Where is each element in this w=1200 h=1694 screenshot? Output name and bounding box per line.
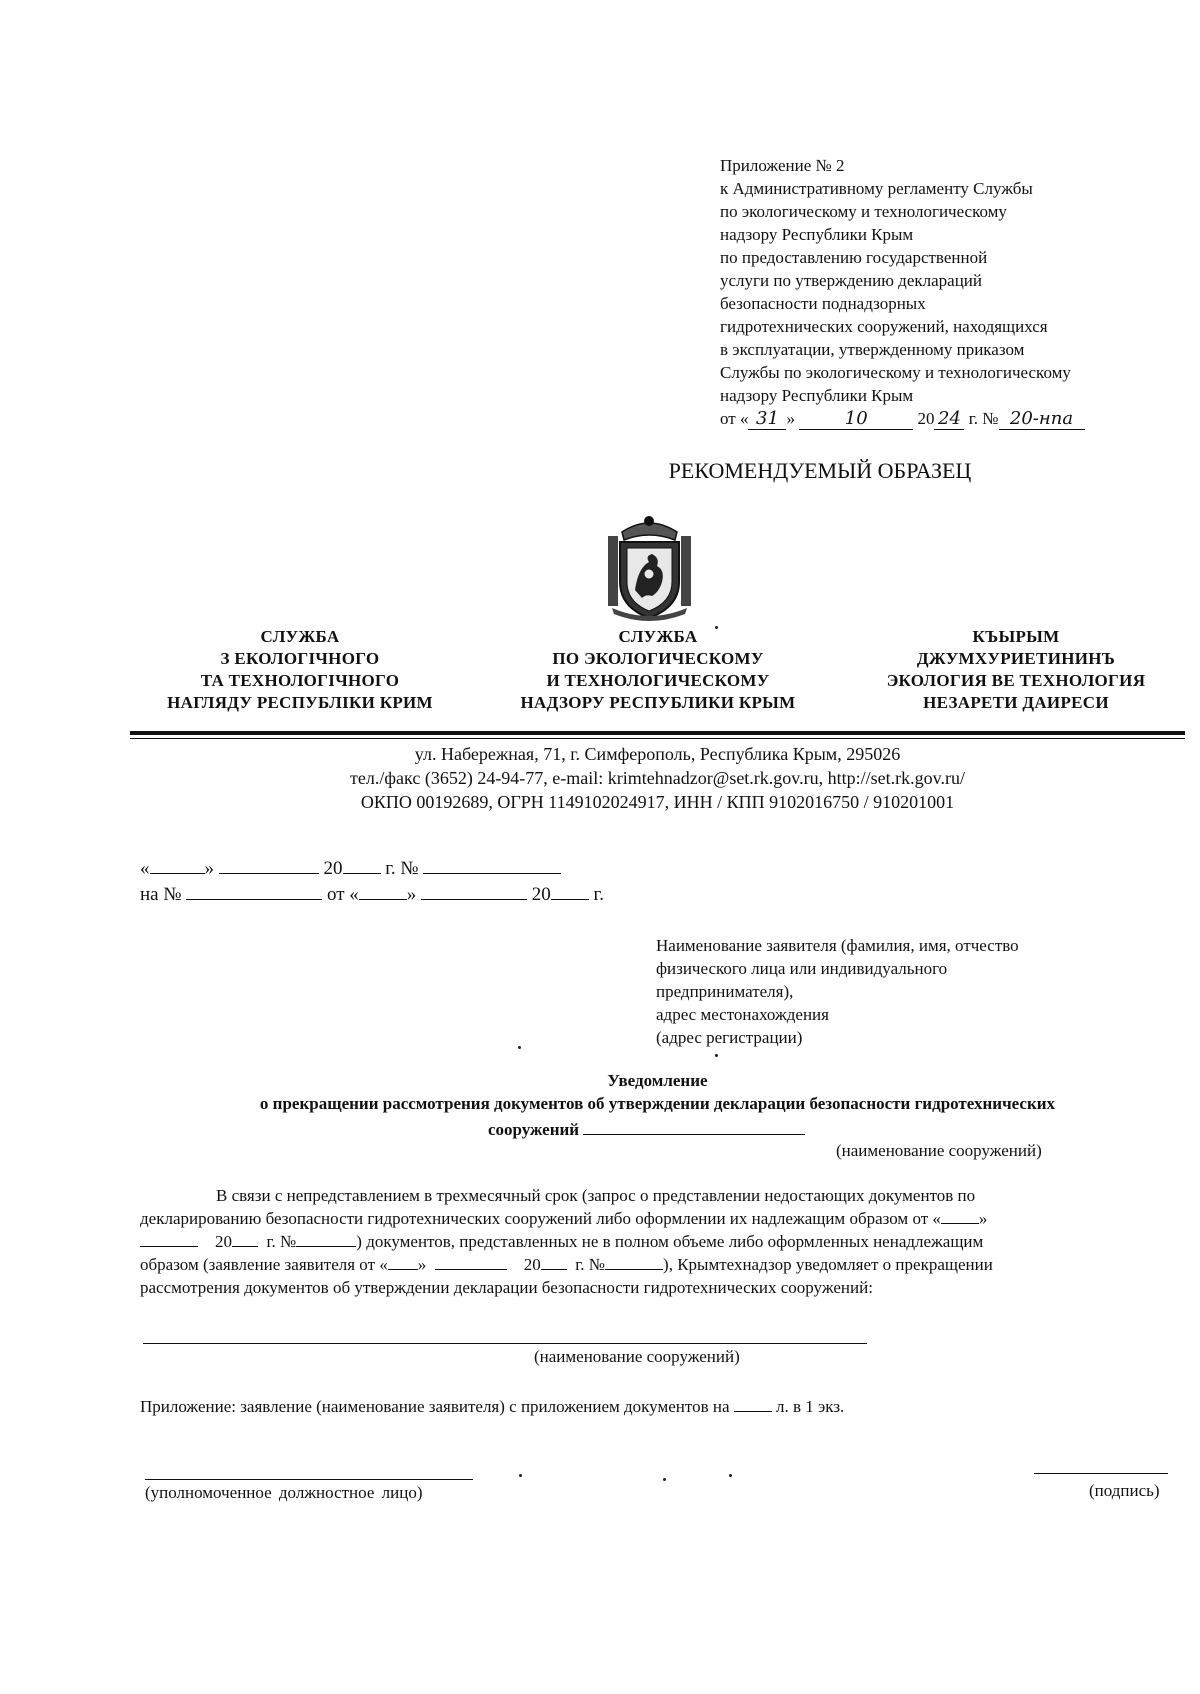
appendix-line: безопасности поднадзорных bbox=[720, 294, 926, 313]
body-paragraph bbox=[140, 1184, 1185, 1299]
ref-from-label: от « bbox=[326, 884, 359, 905]
appendix-line: к Административному регламенту Службы bbox=[720, 179, 1033, 198]
body-text: образом (заявление заявителя от « bbox=[140, 1255, 388, 1274]
body-text: ) документов, представленных не в полном объеме либо оформленных ненадлежащим bbox=[356, 1232, 984, 1251]
request-number-field[interactable] bbox=[296, 1232, 356, 1247]
addressee-line: (адрес регистрации) bbox=[656, 1028, 803, 1047]
appendix-line: в эксплуатации, утвержденному приказом bbox=[720, 340, 1025, 359]
pages-count-field[interactable] bbox=[734, 1397, 772, 1412]
appendix-line: Приложение № 2 bbox=[720, 156, 845, 175]
notice-subtitle-object bbox=[488, 1117, 805, 1140]
ref-month-field[interactable] bbox=[421, 882, 527, 900]
order-day: 31 bbox=[748, 409, 786, 430]
outgoing-date-line bbox=[140, 856, 561, 880]
ref-day-field[interactable] bbox=[359, 882, 407, 900]
attachment-suffix: л. в 1 экз. bbox=[776, 1397, 845, 1416]
notice-subtitle-word: сооружений bbox=[488, 1120, 580, 1139]
scan-speck bbox=[729, 1474, 732, 1477]
dept-line: КЪЫРЫМ bbox=[972, 627, 1060, 646]
header-divider-thin bbox=[130, 738, 1185, 739]
application-number-field[interactable] bbox=[605, 1255, 663, 1270]
ref-number-label: на № bbox=[140, 884, 182, 905]
dept-line: ТА ТЕХНОЛОГІЧНОГО bbox=[200, 671, 400, 690]
notice-subtitle: о прекращении рассмотрения документов об утверждении декларации безопасности гидротехнических bbox=[259, 1094, 1056, 1113]
dept-line: ДЖУМХУРИЕТИНИНЪ bbox=[916, 649, 1116, 668]
request-month-field[interactable] bbox=[140, 1232, 198, 1247]
appendix-line: по экологическому и технологическому bbox=[720, 202, 1007, 221]
addressee-line: адрес местонахождения bbox=[656, 1005, 829, 1024]
dept-line: НЕЗАРЕТИ ДАИРЕСИ bbox=[923, 693, 1109, 712]
scan-speck bbox=[519, 1474, 522, 1477]
body-text: 20 bbox=[215, 1232, 232, 1251]
header-divider-thick bbox=[130, 731, 1185, 735]
body-line-1: В связи с непредставлением в трехмесячный срок (запрос о представлении недостающих документов по bbox=[216, 1186, 976, 1205]
dept-line: СЛУЖБА bbox=[260, 627, 340, 646]
body-text: » bbox=[417, 1255, 427, 1274]
body-text: г. № bbox=[266, 1232, 297, 1251]
application-year-field[interactable] bbox=[541, 1255, 567, 1270]
application-day-field[interactable] bbox=[388, 1255, 418, 1270]
body-line-2 bbox=[140, 1207, 1185, 1230]
order-month: 10 bbox=[799, 409, 913, 430]
body-text: 20 bbox=[523, 1255, 541, 1274]
dept-line: З ЕКОЛОГІЧНОГО bbox=[220, 649, 380, 668]
application-month-field[interactable] bbox=[435, 1255, 507, 1270]
signature-line[interactable] bbox=[1034, 1473, 1168, 1474]
attachment-prefix: Приложение: заявление (наименование заявителя) с приложением документов на bbox=[140, 1397, 730, 1416]
ref-year-prefix: 20 bbox=[531, 884, 551, 905]
quote-close: » bbox=[406, 884, 417, 905]
dept-line: И ТЕХНОЛОГИЧЕСКОМУ bbox=[546, 671, 770, 690]
order-year-suffix: 24 bbox=[934, 409, 964, 430]
appendix-line: надзору Республики Крым bbox=[720, 386, 914, 405]
appendix-line: по предоставлению государственной bbox=[720, 248, 988, 267]
object-caption: (наименование сооружений) bbox=[836, 1141, 1042, 1160]
reference-line bbox=[140, 882, 604, 906]
scan-speck bbox=[715, 1054, 718, 1057]
dept-line: СЛУЖБА bbox=[618, 627, 698, 646]
appendix-line: Службы по экологическому и технологическому bbox=[720, 363, 1071, 382]
sample-heading: РЕКОМЕНДУЕМЫЙ ОБРАЗЕЦ bbox=[668, 458, 972, 483]
appendix-line: услуги по утверждению деклараций bbox=[720, 271, 983, 290]
department-name-russian bbox=[498, 626, 818, 714]
contacts-block bbox=[130, 742, 1185, 814]
order-date-line bbox=[720, 407, 1180, 430]
object-name-field[interactable] bbox=[583, 1117, 805, 1135]
order-year-prefix: 20 bbox=[917, 409, 935, 428]
addressee-block bbox=[656, 934, 1116, 1049]
official-signature-line[interactable] bbox=[145, 1479, 473, 1480]
object-name-line[interactable] bbox=[143, 1343, 867, 1344]
day-field[interactable] bbox=[150, 856, 205, 874]
year-prefix: 20 bbox=[323, 858, 343, 879]
contact-codes: ОКПО 00192689, ОГРН 1149102024917, ИНН / КПП 9102016750 / 910201001 bbox=[360, 792, 955, 812]
number-label: г. № bbox=[385, 858, 419, 879]
quote-close: » bbox=[204, 858, 214, 879]
ref-year-field[interactable] bbox=[551, 882, 589, 900]
request-year-field[interactable] bbox=[232, 1232, 258, 1247]
body-line-4 bbox=[140, 1253, 1185, 1276]
contact-address: ул. Набережная, 71, г. Симферополь, Республика Крым, 295026 bbox=[414, 744, 901, 764]
request-day-field[interactable] bbox=[941, 1209, 979, 1224]
object-name-caption: (наименование сооружений) bbox=[534, 1347, 740, 1366]
scan-speck bbox=[663, 1478, 666, 1481]
addressee-line: предпринимателя), bbox=[656, 982, 794, 1001]
year-field[interactable] bbox=[343, 856, 381, 874]
contact-phone-email: тел./факс (3652) 24-94-77, e-mail: krimtehnadzor@set.rk.gov.ru, http://set.rk.gov.ru/ bbox=[350, 768, 965, 788]
body-text: ), Крымтехнадзор уведомляет о прекращении bbox=[663, 1255, 993, 1274]
number-field[interactable] bbox=[423, 856, 561, 874]
order-number-label: г. № bbox=[968, 409, 999, 428]
appendix-block bbox=[720, 154, 1180, 430]
body-text: г. № bbox=[575, 1255, 606, 1274]
scan-speck bbox=[715, 626, 718, 629]
dept-line: НАДЗОРУ РЕСПУБЛИКИ КРЫМ bbox=[520, 693, 796, 712]
quote-open: « bbox=[140, 858, 150, 879]
addressee-line: физического лица или индивидуального bbox=[656, 959, 948, 978]
coat-of-arms-icon bbox=[602, 512, 697, 624]
body-text: декларированию безопасности гидротехнических сооружений либо оформлении их надлежащим образом от « bbox=[140, 1209, 941, 1228]
order-day-close: » bbox=[786, 409, 795, 428]
notice-title: Уведомление bbox=[607, 1071, 708, 1090]
ref-year-label: г. bbox=[593, 884, 604, 905]
body-line-5: рассмотрения документов об утверждении декларации безопасности гидротехнических сооружений: bbox=[140, 1278, 873, 1297]
dept-line: НАГЛЯДУ РЕСПУБЛІКИ КРИМ bbox=[167, 693, 433, 712]
addressee-line: Наименование заявителя (фамилия, имя, отчество bbox=[656, 936, 1019, 955]
dept-line: ЭКОЛОГИЯ ВЕ ТЕХНОЛОГИЯ bbox=[886, 671, 1146, 690]
month-field[interactable] bbox=[219, 856, 319, 874]
ref-number-field[interactable] bbox=[186, 882, 322, 900]
official-label: (уполномоченное должностное лицо) bbox=[145, 1483, 423, 1502]
attachment-line bbox=[140, 1397, 844, 1417]
department-name-ukrainian bbox=[150, 626, 450, 714]
department-name-crimean-tatar bbox=[856, 626, 1176, 714]
dept-line: ПО ЭКОЛОГИЧЕСКОМУ bbox=[552, 649, 764, 668]
appendix-line: надзору Республики Крым bbox=[720, 225, 914, 244]
order-number: 20-нпа bbox=[999, 409, 1085, 430]
body-line-3 bbox=[140, 1230, 1185, 1253]
signature-label: (подпись) bbox=[1089, 1481, 1160, 1500]
body-text: » bbox=[978, 1209, 988, 1228]
order-date-prefix: от « bbox=[720, 409, 749, 428]
appendix-line: гидротехнических сооружений, находящихся bbox=[720, 317, 1048, 336]
scan-speck bbox=[518, 1046, 521, 1049]
